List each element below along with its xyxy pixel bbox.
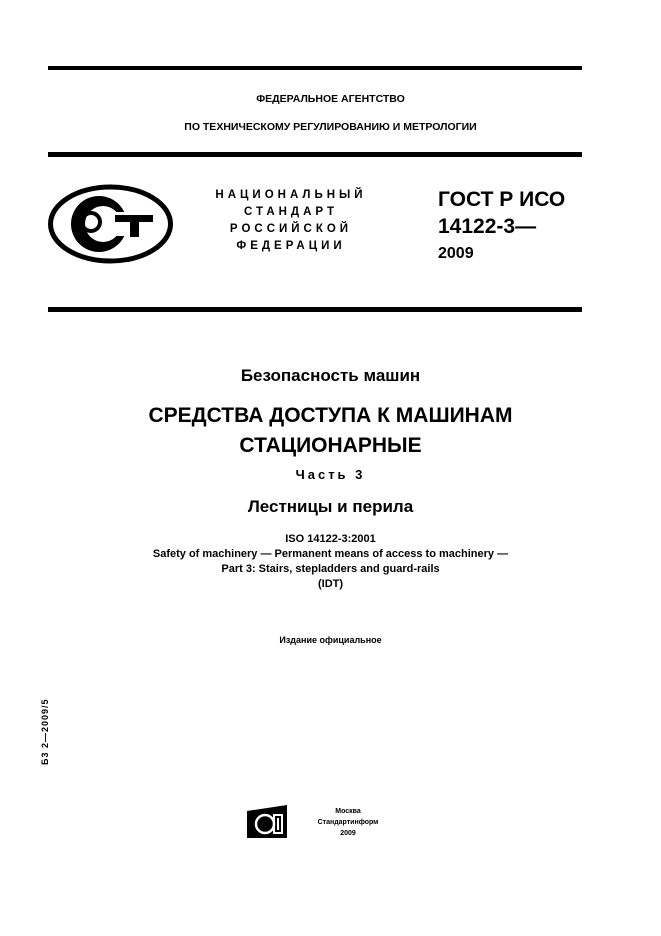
side-code: Б3 2—2009/5 — [40, 698, 50, 765]
standard-code — [438, 186, 565, 267]
publisher — [298, 806, 398, 839]
standard-line: НАЦИОНАЛЬНЫЙ — [215, 189, 367, 201]
main-title-1: СРЕДСТВА ДОСТУПА К МАШИНАМ — [148, 404, 513, 427]
code-year: 2009 — [438, 245, 474, 262]
header-rule — [48, 152, 582, 157]
code-line: 14122-3— — [438, 215, 537, 238]
iso-idt: (IDT) — [317, 578, 344, 590]
code-line: ГОСТ Р ИСО — [438, 188, 566, 211]
top-rule — [48, 66, 582, 70]
publisher-city: Москва — [335, 808, 361, 815]
gost-logo — [47, 184, 174, 264]
publisher-year: 2009 — [340, 830, 356, 837]
publisher-logo — [247, 805, 287, 838]
standard-line: СТАНДАРТ — [244, 206, 338, 218]
edition: Издание официальное — [279, 635, 382, 645]
subtitle: Лестницы и перила — [247, 497, 414, 516]
agency-line-2: ПО ТЕХНИЧЕСКОМУ РЕГУЛИРОВАНИЮ И МЕТРОЛОГИИ — [184, 121, 477, 133]
agency-line-1: ФЕДЕРАЛЬНОЕ АГЕНТСТВО — [256, 93, 405, 105]
publisher-name: Стандартинформ — [317, 819, 379, 826]
standard-line: РОССИЙСКОЙ — [229, 223, 353, 235]
iso-line-2: Part 3: Stairs, stepladders and guard-rails — [221, 563, 440, 575]
standard-line: ФЕДЕРАЦИИ — [236, 240, 346, 252]
part: Часть 3 — [295, 467, 366, 482]
iso-line-1: Safety of machinery — Permanent means of access to machinery — — [152, 548, 509, 560]
iso-ref: ISO 14122-3:2001 — [285, 533, 376, 545]
main-title-2: СТАЦИОНАРНЫЕ — [239, 434, 422, 457]
topic: Безопасность машин — [240, 366, 421, 385]
national-standard-label — [196, 187, 386, 255]
mid-rule — [48, 307, 582, 312]
